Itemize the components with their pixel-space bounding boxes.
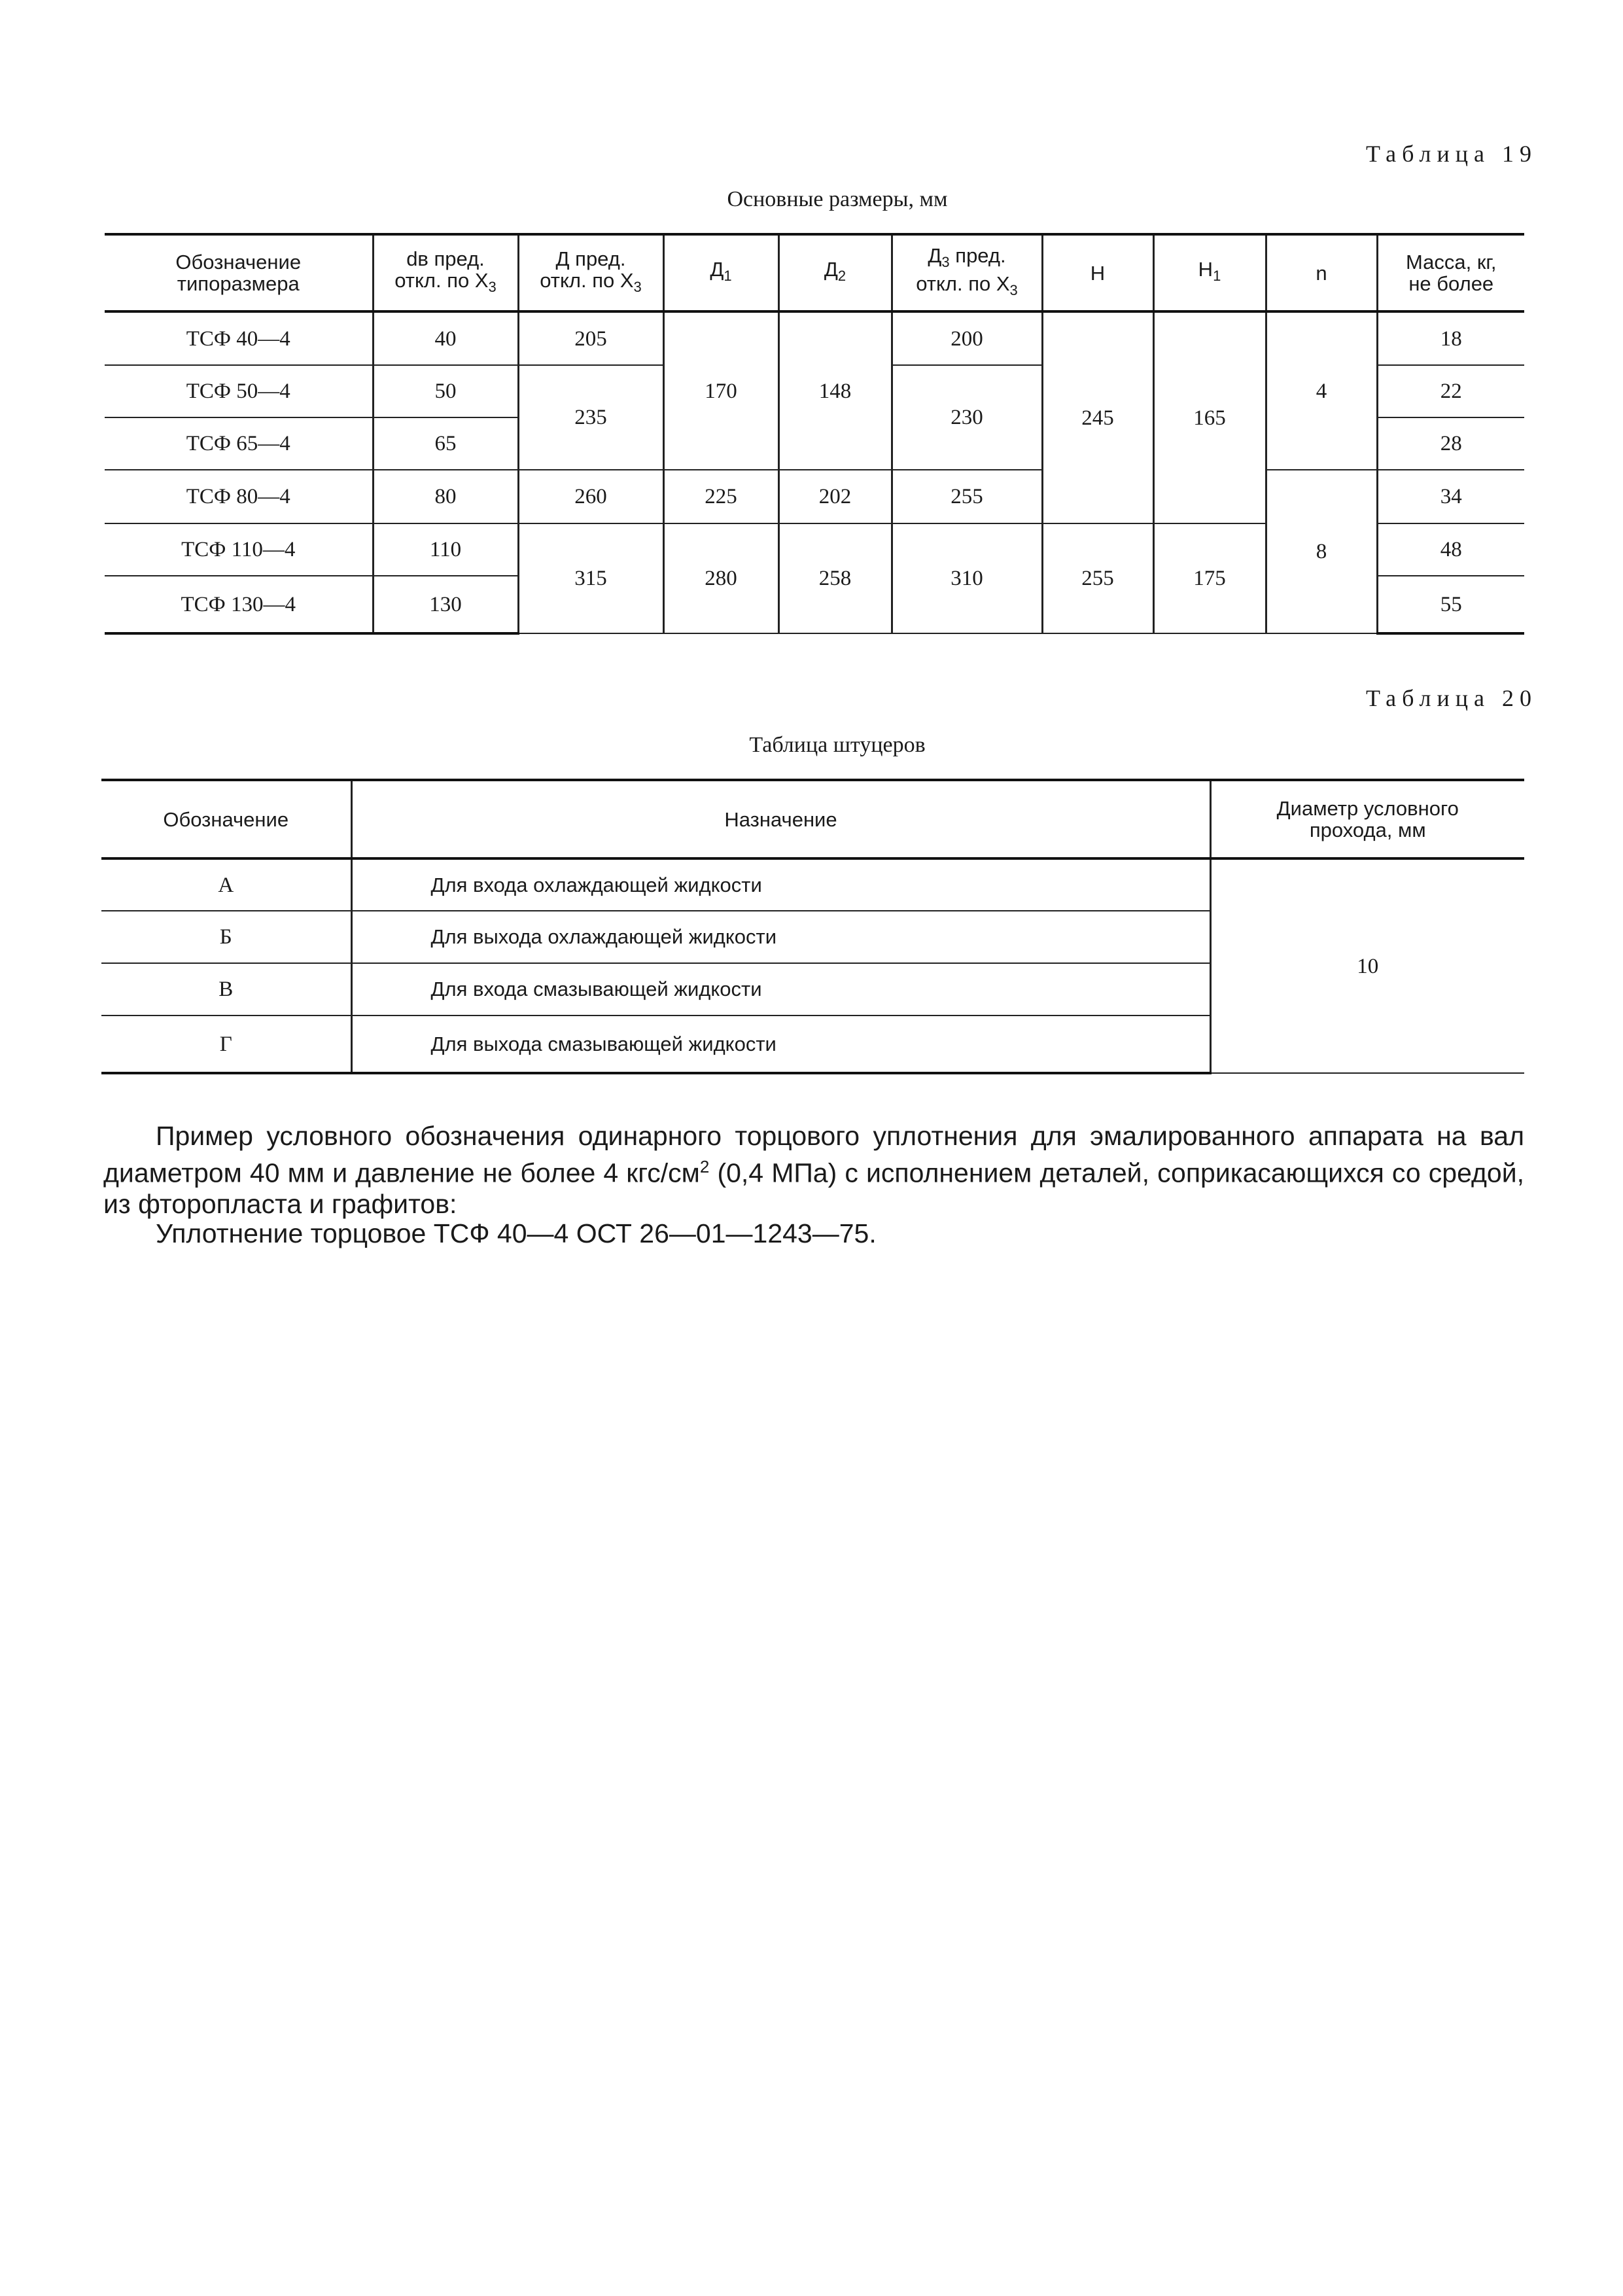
cell-n: 4 — [1266, 311, 1377, 470]
cell-d1: 170 — [663, 311, 778, 470]
cell-h1: 165 — [1153, 311, 1266, 523]
table-19-label: Таблица 19 — [1366, 141, 1537, 167]
table-20-header-row — [101, 780, 1524, 858]
cell-d2: 258 — [778, 523, 892, 633]
cell-d2: 148 — [778, 311, 892, 470]
example-paragraph: Пример условного обозначения одинарного торцового уплотнения для эмалированного аппарата на вал диаметром 40 мм и давление не более 4 кгс/$см^2$ (0,4 МПа) с исполнением деталей, соприкасающихся со средой, из фторопласта и графитов: — [103, 1121, 1524, 1219]
cell-designation: В — [101, 963, 351, 1016]
cell-db: 40 — [373, 311, 518, 365]
cell-d: 260 — [518, 470, 663, 523]
cell-h: 245 — [1042, 311, 1153, 523]
cell-db: 65 — [373, 417, 518, 470]
table-20-label: Таблица 20 — [1366, 685, 1537, 711]
cell-h: 255 — [1042, 523, 1153, 633]
header-h1: $Н_1$ — [1153, 234, 1266, 311]
cell-d2: 202 — [778, 470, 892, 523]
cell-designation: Г — [101, 1016, 351, 1073]
table-20 — [101, 779, 1524, 1074]
cell-mass: 28 — [1377, 417, 1524, 470]
cell-designation: ТСФ 50—4 — [105, 365, 373, 417]
cell-n: 8 — [1266, 470, 1377, 633]
cell-designation: ТСФ 65—4 — [105, 417, 373, 470]
header-d: Д пред. откл. по $Х_3$ — [518, 234, 663, 311]
cell-designation: А — [101, 858, 351, 911]
cell-diameter: 10 — [1210, 858, 1524, 1073]
cell-mass: 22 — [1377, 365, 1524, 417]
table-19-header-row — [105, 234, 1524, 311]
cell-d1: 225 — [663, 470, 778, 523]
cell-d3: 310 — [892, 523, 1042, 633]
table-row — [105, 470, 1524, 523]
header-designation: Обозначение типоразмера — [105, 234, 373, 311]
cell-d3: 255 — [892, 470, 1042, 523]
cell-purpose: Для выхода охлаждающей жидкости — [351, 911, 1210, 963]
cell-mass: 48 — [1377, 523, 1524, 576]
cell-db: 130 — [373, 576, 518, 633]
cell-mass: 34 — [1377, 470, 1524, 523]
header-d2: $Д_2$ — [778, 234, 892, 311]
cell-db: 110 — [373, 523, 518, 576]
header-d1: $Д_1$ — [663, 234, 778, 311]
cell-designation: ТСФ 40—4 — [105, 311, 373, 365]
header-mass: Масса, кг, не более — [1377, 234, 1524, 311]
table-20-caption: Таблица штуцеров — [749, 733, 926, 757]
cell-designation: ТСФ 80—4 — [105, 470, 373, 523]
cell-d1: 280 — [663, 523, 778, 633]
cell-d: 315 — [518, 523, 663, 633]
cell-mass: 55 — [1377, 576, 1524, 633]
cell-d3: 200 — [892, 311, 1042, 365]
header-diameter: Диаметр условного прохода, мм — [1210, 780, 1524, 858]
cell-designation: ТСФ 130—4 — [105, 576, 373, 633]
header-purpose: Назначение — [351, 780, 1210, 858]
cell-purpose: Для входа охлаждающей жидкости — [351, 858, 1210, 911]
cell-d: 205 — [518, 311, 663, 365]
header-h: Н — [1042, 234, 1153, 311]
cell-h1: 175 — [1153, 523, 1266, 633]
cell-db: 50 — [373, 365, 518, 417]
cell-designation: Б — [101, 911, 351, 963]
cell-purpose: Для выхода смазывающей жидкости — [351, 1016, 1210, 1073]
cell-db: 80 — [373, 470, 518, 523]
header-n: n — [1266, 234, 1377, 311]
table-row — [101, 858, 1524, 911]
header-db: dв пред. откл. по $Х_3$ — [373, 234, 518, 311]
header-d3: $Д_3$ пред. откл. по $Х_3$ — [892, 234, 1042, 311]
cell-purpose: Для входа смазывающей жидкости — [351, 963, 1210, 1016]
cell-mass: 18 — [1377, 311, 1524, 365]
header-designation: Обозначение — [101, 780, 351, 858]
cell-designation: ТСФ 110—4 — [105, 523, 373, 576]
table-19 — [105, 233, 1524, 635]
cell-d: 235 — [518, 365, 663, 470]
table-19-caption: Основные размеры, мм — [727, 187, 948, 211]
designation-example: Уплотнение торцовое ТСФ 40—4 ОСТ 26—01—1243—75. — [156, 1218, 877, 1248]
table-row — [105, 311, 1524, 365]
cell-d3: 230 — [892, 365, 1042, 470]
